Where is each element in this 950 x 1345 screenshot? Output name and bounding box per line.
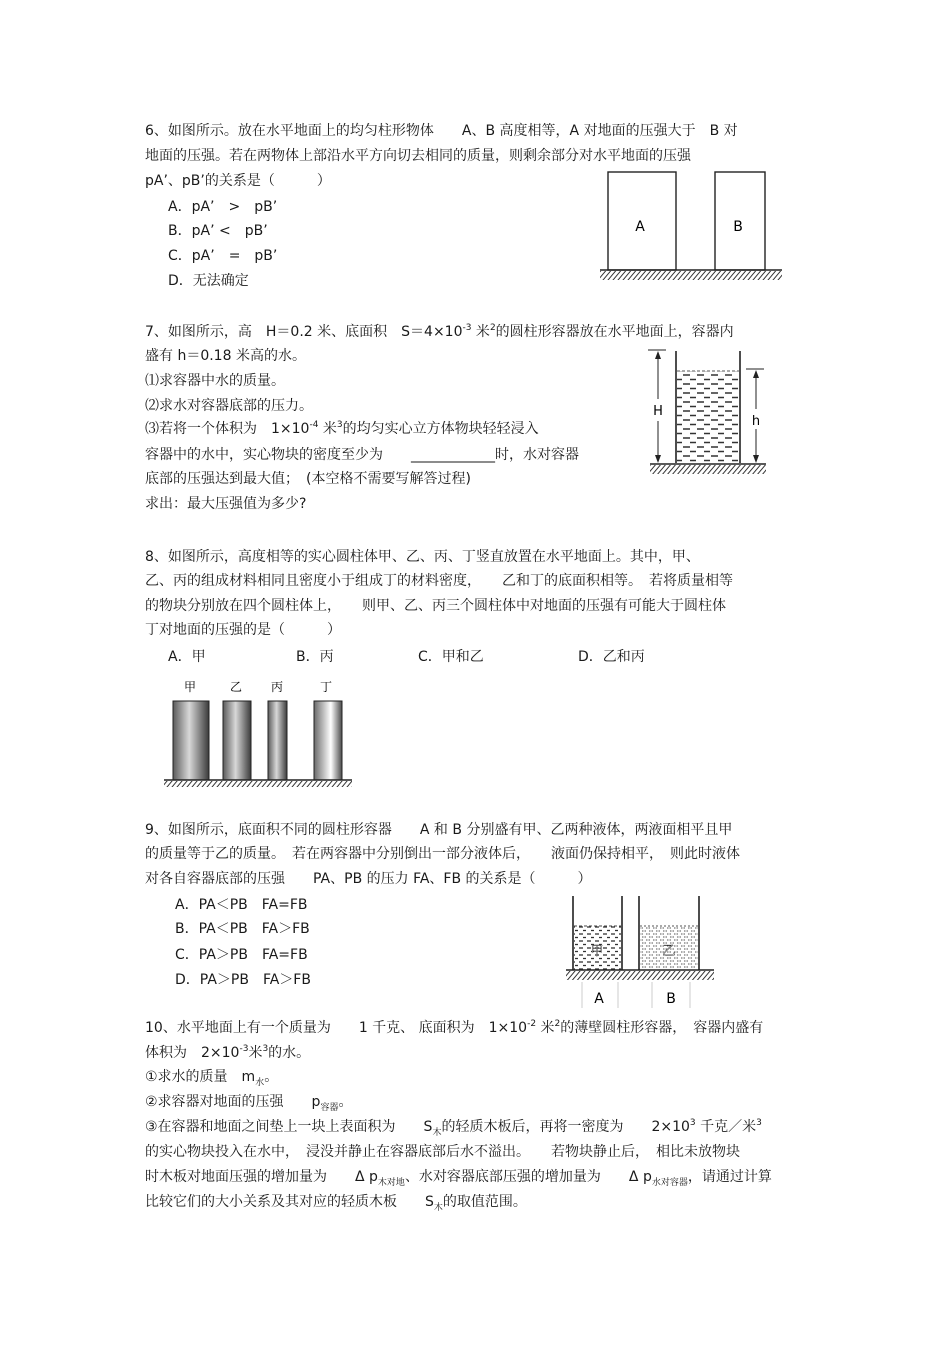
q8-line-2: 乙、丙的组成材料相同且密度小于组成丁的材料密度， 乙和丁的底面积相等。 若将质量相等	[145, 573, 733, 589]
q6-option-b: B．pA’ < pB’	[168, 223, 268, 239]
cylinder-yi-label: 乙	[229, 680, 243, 694]
q6-line-2: 地面的压强。若在两物体上部沿水平方向切去相同的质量，则剩余部分对水平地面的压强	[145, 148, 691, 164]
q7-line-7: 底部的压强达到最大值； (本空格不需要写解答过程)	[145, 471, 471, 487]
dimension-H-label: H	[653, 404, 663, 419]
liquid-jia-label: 甲	[590, 944, 604, 959]
q9-option-b: B．PA＜PB FA＞FB	[175, 921, 310, 937]
q9-option-d: D．PA＞PB FA＞FB	[175, 972, 311, 988]
q9-option-c: C．PA＞PB FA=FB	[175, 947, 308, 963]
q9-line-1: 9、如图所示，底面积不同的圆柱形容器 A 和 B 分别盛有甲、乙两种液体，两液面相平且甲	[145, 822, 733, 838]
q7-line-3: ⑴求容器中水的质量。	[145, 373, 285, 389]
q7-line-2: 盛有 h＝0.18 米高的水。	[145, 348, 306, 364]
q7-line-6: 容器中的水中，实心物块的密度至少为 ____________时，水对容器	[145, 447, 579, 463]
q7-line-5: ⑶若将一个体积为 $1\times 10^{-4}$ 米$^3$的均匀实心立方体物块轻轻浸入	[145, 420, 539, 437]
ground-hatch	[600, 271, 782, 280]
q10-line-4: ②求容器对地面的压强 $p_{容器}$。	[145, 1094, 353, 1113]
container-b-label: B	[666, 991, 676, 1007]
q8-line-4: 丁对地面的压强的是（ ）	[145, 622, 341, 638]
q6-option-c: C．pA’ = pB’	[168, 248, 278, 264]
q7-line-8: 求出：最大压强值为多少?	[145, 496, 307, 512]
q6-line-1: 6、如图所示。放在水平地面上的均匀柱形物体 A、B 高度相等，A 对地面的压强大于 B 对	[145, 123, 738, 139]
q8-option-a: A．甲	[168, 649, 206, 665]
liquid-yi-label: 乙	[662, 944, 676, 959]
cylinder-bing-label: 丙	[270, 680, 284, 694]
q7-line-4: ⑵求水对容器底部的压力。	[145, 398, 313, 414]
cylinder-ding-label: 丁	[319, 680, 333, 694]
q8-line-3: 的物块分别放在四个圆柱体上， 则甲、乙、丙三个圆柱体中对地面的压强有可能大于圆柱体	[145, 598, 726, 614]
q9-line-2: 的质量等于乙的质量。 若在两容器中分别倒出一部分液体后， 液面仍保持相平， 则此时液体	[145, 846, 740, 862]
q10-line-7: 时木板对地面压强的增加量为 Δ $p_{木对地}$、水对容器底部压强的增加量为 Δ $p_{水对容器}$，请通过计算	[145, 1169, 772, 1188]
q10-line-3: ①求水的质量 $m_水$。	[145, 1069, 279, 1088]
q6-line-3: pA’、pB’的关系是（ ）	[145, 173, 331, 189]
cylinder-ding	[314, 701, 342, 780]
q9-option-a: A．PA＜PB FA=FB	[175, 897, 308, 913]
q7-line-1: 7、如图所示，高 H＝0.2 米、底面积 $S=4\times 10^{-3}$ 米$^2$的圆柱形容器放在水平地面上，容器内	[145, 323, 734, 340]
q7-figure	[640, 345, 780, 483]
block-a-label: A	[635, 219, 645, 235]
q10-line-2: 体积为 $2\times 10^{-3}$米$^3$的水。	[145, 1044, 311, 1061]
q10-line-8: 比较它们的大小关系及其对应的轻质木板 $S_木$的取值范围。	[145, 1194, 527, 1213]
q10-line-1: 10、水平地面上有一个质量为 1 千克、 底面积为 $1\times 10^{-2}$ 米$^2$的薄壁圆柱形容器， 容器内盛有	[145, 1019, 764, 1036]
q8-option-b: B．丙	[296, 649, 334, 665]
q6-figure	[596, 168, 786, 286]
cylinder-yi	[223, 701, 251, 780]
q6-option-d: D．无法确定	[168, 273, 249, 289]
cylinder-bing	[268, 701, 287, 780]
q9-line-3: 对各自容器底部的压强 PA、PB 的压力 FA、FB 的关系是（ ）	[145, 871, 592, 887]
dimension-h-label: h	[751, 414, 761, 429]
q9-figure	[562, 890, 722, 1012]
water	[677, 371, 739, 463]
q8-line-1: 8、如图所示，高度相等的实心圆柱体甲、乙、丙、丁竖直放置在水平地面上。其中，甲、	[145, 549, 700, 565]
block-b-label: B	[733, 219, 743, 235]
q8-figure	[160, 675, 360, 790]
q10-line-6: 的实心物块投入在水中， 浸没并静止在容器底部后水不溢出。 若物块静止后， 相比未放物块	[145, 1144, 740, 1160]
container-a-label: A	[594, 991, 604, 1007]
q10-line-5: ③在容器和地面之间垫上一块上表面积为 $S_木$的轻质木板后，再将一密度为 $2\times 10^3$ 千克／米$^3$	[145, 1118, 762, 1138]
q8-option-d: D．乙和丙	[578, 649, 645, 665]
cylinder-jia-label: 甲	[183, 680, 197, 694]
cylinder-jia	[173, 701, 209, 780]
q8-option-c: C．甲和乙	[418, 649, 484, 665]
q6-option-a: A．pA’ > pB’	[168, 199, 278, 215]
